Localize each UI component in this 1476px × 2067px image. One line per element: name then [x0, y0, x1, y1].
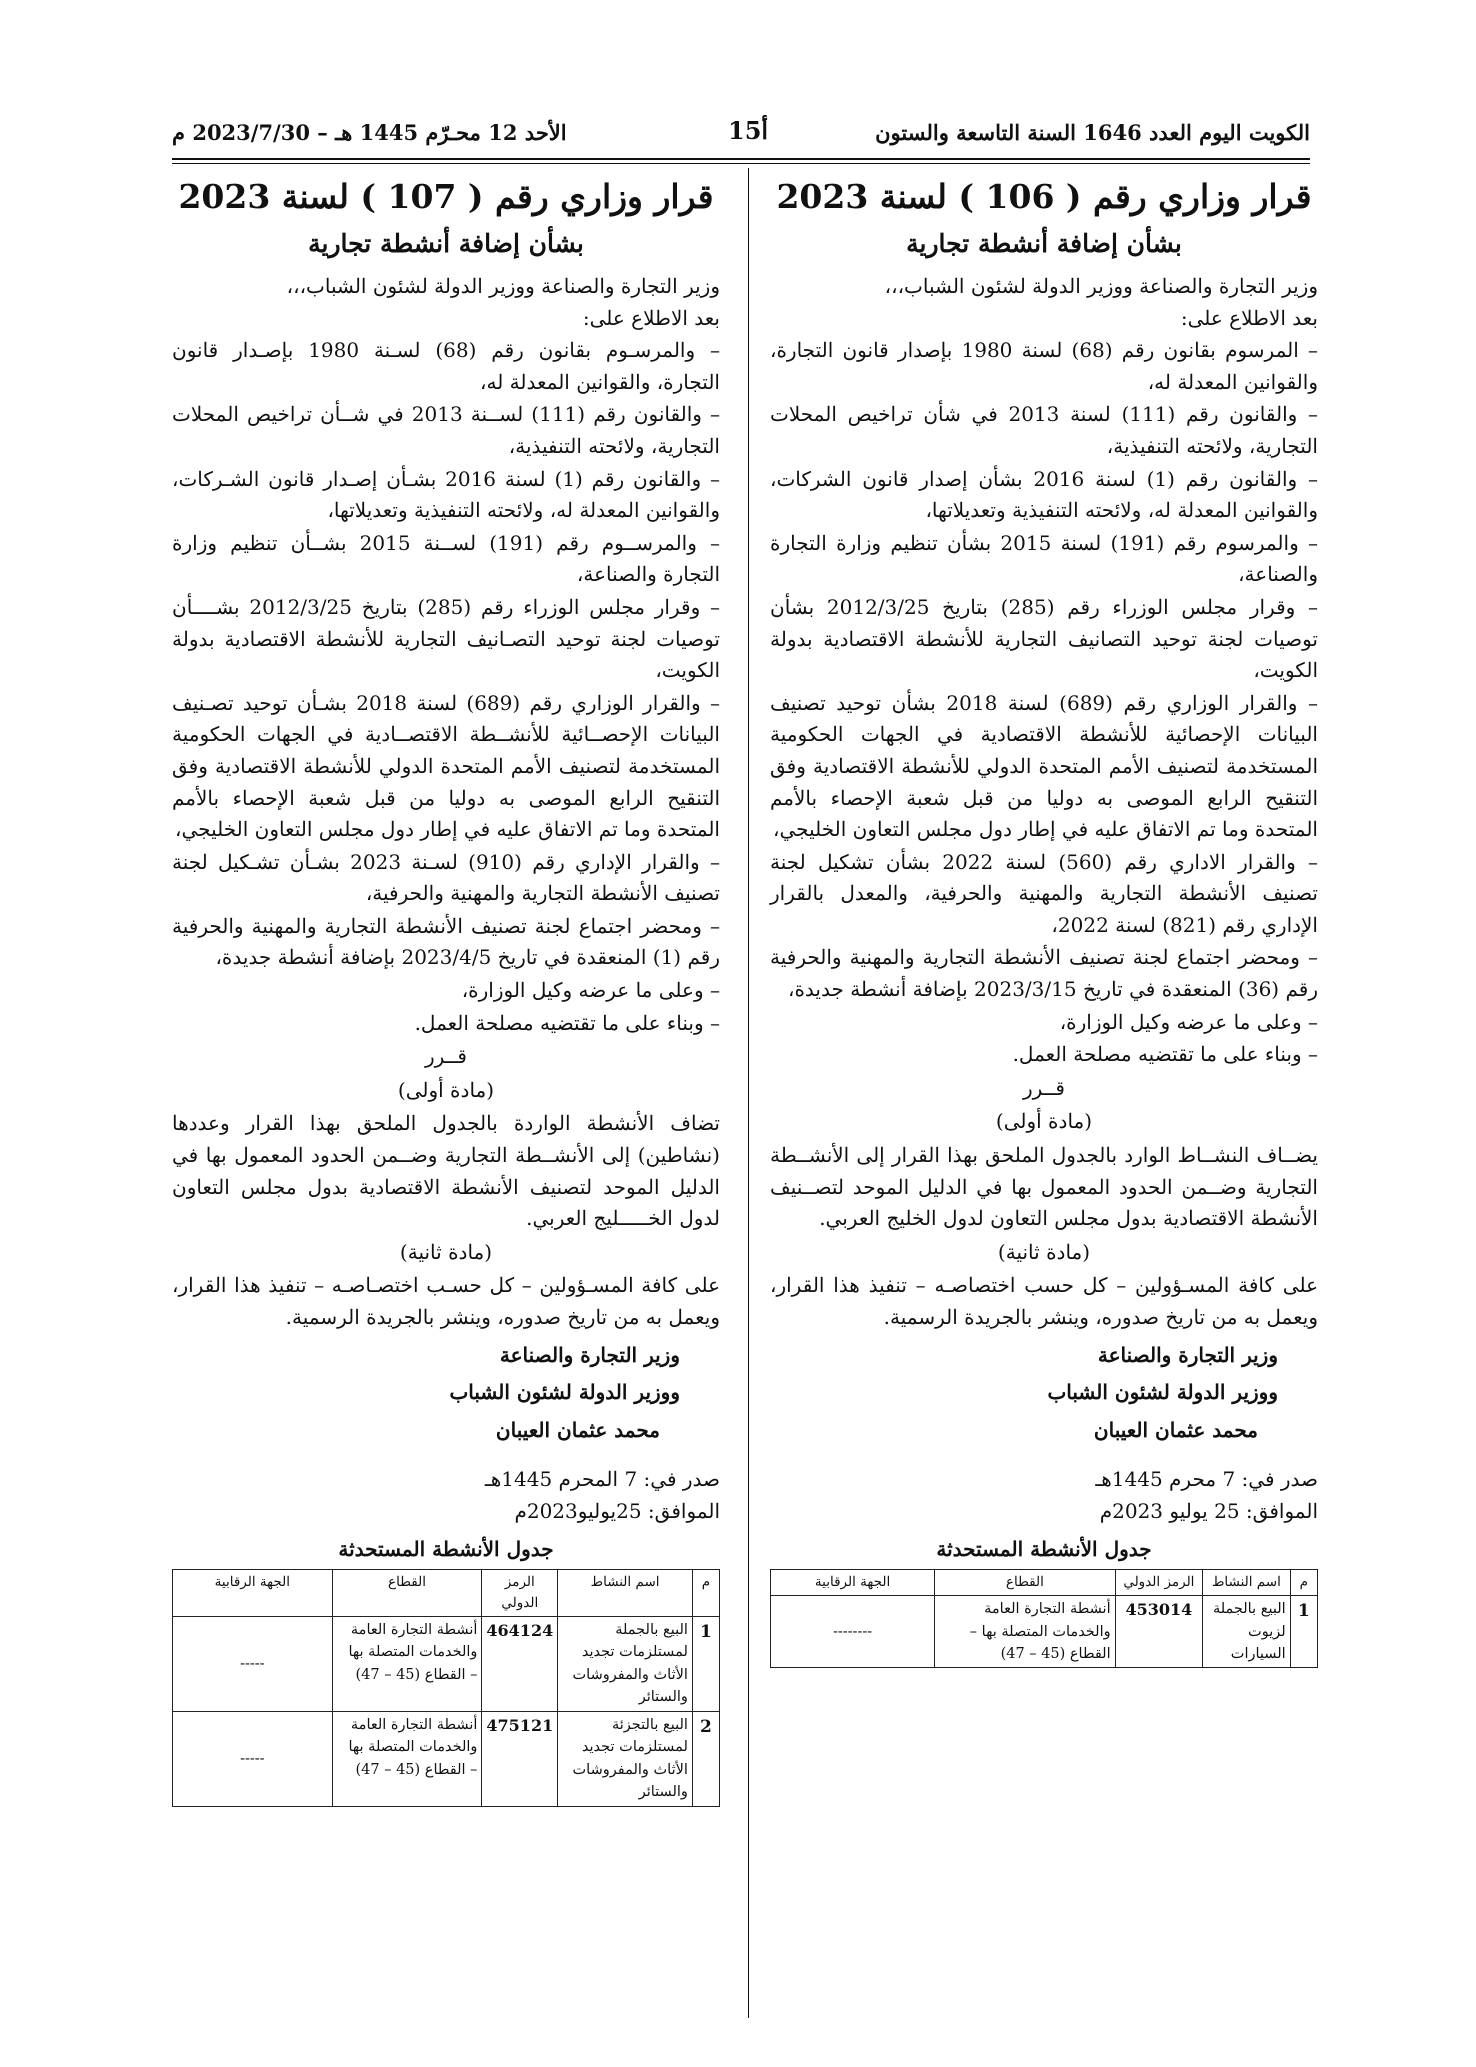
- decision-106-issued: صدر في: 7 محرم 1445هـ: [1095, 1467, 1318, 1492]
- decision-107-item: – والقانون رقم (1) لسنة 2016 بشـأن إصـدار قانون الشـركات، والقوانين المعدلة له، ولائحته التنفيذية وتعديلاتها،: [172, 466, 720, 523]
- decision-107-item: – والقرار الوزاري رقم (689) لسنة 2018 بشـأن توحيد تصـنيف البيانات الإحصــائية للأنشــطة الاقتصــادية في الجهات الحكومية المستخدمة لتصنيف الأمم المتحدة الدولي للأنشطة الاقتصادية وفق التنقيح الرابع الموصى به دوليا من قبل شعبة الإحصاء بالأمم المتحدة وما تم الاتفاق عليه في إطار دول مجلس التعاون الخليجي،: [172, 690, 720, 842]
- activity-name: البيع بالجملة لمستلزمات تجديد الأثاث والمفروشات والستائر: [558, 1617, 693, 1712]
- table-header-cell: اسم النشاط: [558, 1570, 693, 1617]
- activity-code: 464124: [482, 1617, 558, 1712]
- table-header-cell: القطاع: [935, 1570, 1116, 1596]
- decision-107-intro: وزير التجارة والصناعة ووزير الدولة لشئون الشباب،،،: [286, 274, 720, 298]
- decision-106-item: – المرسوم بقانون رقم (68) لسنة 1980 بإصدار قانون التجارة، والقوانين المعدلة له،: [770, 338, 1318, 394]
- table-row: [173, 1711, 720, 1806]
- decision-106-signatory-name: محمد عثمان العيبان: [1093, 1417, 1258, 1442]
- decision-106-item: – والمرسوم رقم (191) لسنة 2015 بشأن تنظيم وزارة التجارة والصناعة،: [770, 530, 1318, 587]
- decision-106-column: [770, 168, 1318, 1668]
- decision-107-table-caption: جدول الأنشطة المستحدثة: [338, 1536, 554, 1561]
- decision-107-column: [172, 168, 720, 1807]
- regulatory-authority: --------: [771, 1596, 935, 1668]
- row-number: 1: [1290, 1596, 1317, 1668]
- decision-107-article1-title: (مادة أولى): [397, 1077, 495, 1102]
- table-row: [771, 1596, 1318, 1668]
- activity-sector: أنشطة التجارة العامة والخدمات المتصلة بها – القطاع (45 – 47): [332, 1617, 482, 1712]
- regulatory-authority: -----: [173, 1711, 333, 1806]
- decision-107-article2-title: (مادة ثانية): [399, 1239, 493, 1264]
- table-header-cell: م: [692, 1570, 719, 1617]
- decision-106-item: – وقرار مجلس الوزراء رقم (285) بتاريخ 2012/3/25 بشأن توصيات لجنة توحيد التصانيف التجارية للأنشطة الاقتصادية بدولة الكويت،: [770, 594, 1318, 683]
- row-number: 1: [692, 1617, 719, 1712]
- decision-106-item: – والقرار الاداري رقم (560) لسنة 2022 بشأن تشكيل لجنة تصنيف الأنشطة التجارية والمهنية والحرفية، والمعدل بالقرار الإداري رقم (821) لسنة 2022،: [770, 849, 1318, 937]
- decision-107-item: – وبناء على ما تقتضيه مصلحة العمل.: [414, 1010, 720, 1035]
- table-header-cell: الرمز الدولي: [1115, 1570, 1203, 1596]
- decision-107-corresponding: الموافق: 25يوليو2023م: [514, 1498, 720, 1523]
- page-header: [172, 116, 1310, 154]
- activity-sector: أنشطة التجارة العامة والخدمات المتصلة بها – القطاع (45 – 47): [935, 1596, 1116, 1668]
- decision-107-signatory-title1: وزير التجارة والصناعة: [499, 1342, 680, 1367]
- decision-106-article2-title: (مادة ثانية): [997, 1239, 1091, 1264]
- decision-107-item: – والقانون رقم (111) لســنة 2013 في شــأن تراخيص المحلات التجارية، ولائحته التنفيذية،: [172, 402, 720, 458]
- table-row: [173, 1617, 720, 1712]
- decision-107-article1-text: تضاف الأنشطة الواردة بالجدول الملحق بهذا القرار وعددها (نشاطين) إلى الأنشــطة التجارية وضــمن الحدود المعمول بها في الدليل الموحد لتصنيف الأنشطة الاقتصادية بدول مجلس التعاون لدول الخـــــليج العربي.: [172, 1111, 720, 1231]
- decision-106-item: – والقرار الوزاري رقم (689) لسنة 2018 بشأن توحيد تصنيف البيانات الإحصائية للأنشطة الاقتصادية في الجهات الحكومية المستخدمة لتصنيف الأمم المتحدة الدولي للأنشطة الاقتصادية وفق التنقيح الرابع الموصى به دوليا من قبل شعبة الإحصاء بالأمم المتحدة وما تم الاتفاق عليه في إطار دول مجلس التعاون الخليجي،: [770, 690, 1318, 842]
- decision-106-title: قرار وزاري رقم ( 106 ) لسنة 2023: [776, 177, 1312, 216]
- table-header-cell: القطاع: [332, 1570, 482, 1617]
- decision-106-item: – والقانون رقم (1) لسنة 2016 بشأن إصدار قانون الشركات، والقوانين المعدلة له، ولائحته التنفيذية وتعديلاتها،: [770, 466, 1318, 523]
- column-divider: [748, 168, 749, 2018]
- decision-107-signatory-title2: ووزير الدولة لشئون الشباب: [449, 1380, 680, 1405]
- activity-name: البيع بالجملة لزيوت السيارات: [1203, 1596, 1291, 1668]
- activity-name: البيع بالتجزئة لمستلزمات تجديد الأثاث والمفروشات والستائر: [558, 1711, 693, 1806]
- header-rule-thin: [172, 163, 1310, 164]
- decision-106-item: – وعلى ما عرضه وكيل الوزارة،: [1059, 1009, 1318, 1034]
- decision-107-decided: قــرر: [425, 1044, 467, 1069]
- decision-106-article2-text: على كافة المسـؤولين – كل حسب اختصاصـه – تنفيذ هذا القرار، ويعمل به من تاريخ صدوره، وينشر بالجريدة الرسمية.: [770, 1273, 1318, 1329]
- table-header-cell: الرمز الدولي: [482, 1570, 558, 1617]
- decision-106-corresponding: الموافق: 25 يوليو 2023م: [1099, 1498, 1318, 1523]
- decision-107-item: – وقرار مجلس الوزراء رقم (285) بتاريخ 2012/3/25 بشــــأن توصيات لجنة توحيد التصـانيف التجارية للأنشطة الاقتصادية بدولة الكويت،: [172, 594, 721, 683]
- table-header-row: [771, 1570, 1318, 1596]
- row-number: 2: [692, 1711, 719, 1806]
- decision-106-activities-table: [770, 1569, 1318, 1668]
- decision-107-issued: صدر في: 7 المحرم 1445هـ: [484, 1467, 720, 1492]
- table-header-cell: الجهة الرقابية: [771, 1570, 935, 1596]
- decision-106-item: – ومحضر اجتماع لجنة تصنيف الأنشطة التجارية والمهنية والحرفية رقم (36) المنعقدة في تاريخ 2023/3/15 بإضافة أنشطة جديدة،: [770, 945, 1318, 1002]
- decision-107-item: – والقرار الإداري رقم (910) لسـنة 2023 بشـأن تشـكيل لجنة تصنيف الأنشطة التجارية والمهنية والحرفية،: [172, 849, 720, 906]
- decision-106-table-caption: جدول الأنشطة المستحدثة: [936, 1536, 1152, 1561]
- header-gazette-info: الكويت اليوم العدد 1646 السنة التاسعة والستون: [875, 120, 1310, 145]
- decision-107-item: – والمرسـوم بقانون رقم (68) لسـنة 1980 بإصـدار قانون التجارة، والقوانين المعدلة له،: [172, 338, 720, 394]
- decision-106-intro: وزير التجارة والصناعة ووزير الدولة لشئون الشباب،،،: [884, 274, 1318, 298]
- decision-106-article1-text: يضــاف النشــاط الوارد بالجدول الملحق بهذا القرار إلى الأنشــطة التجارية وضــمن الحدود المعمول بها في الدليل الموحد لتصــنيف الأنشطة الاقتصادية بدول مجلس التعاون لدول الخليج العربي.: [770, 1143, 1318, 1231]
- header-date: الأحد 12 محـرّم 1445 هـ – 2023/7/30 م: [172, 120, 567, 145]
- table-header-row: [173, 1570, 720, 1617]
- activity-code: 475121: [482, 1711, 558, 1806]
- decision-106-subtitle: بشأن إضافة أنشطة تجارية: [906, 228, 1182, 258]
- decision-107-signatory-name: محمد عثمان العيبان: [495, 1417, 660, 1442]
- decision-106-item: – والقانون رقم (111) لسنة 2013 في شأن تراخيص المحلات التجارية، ولائحته التنفيذية،: [770, 402, 1318, 458]
- decision-107-item: – ومحضر اجتماع لجنة تصنيف الأنشطة التجارية والمهنية والحرفية رقم (1) المنعقدة في تاريخ 2023/4/5 بإضافة أنشطة جديدة،: [172, 913, 720, 970]
- table-header-cell: م: [1290, 1570, 1317, 1596]
- activity-sector: أنشطة التجارة العامة والخدمات المتصلة بها – القطاع (45 – 47): [332, 1711, 482, 1806]
- decision-107-title: قرار وزاري رقم ( 107 ) لسنة 2023: [178, 177, 714, 216]
- table-header-cell: اسم النشاط: [1203, 1570, 1291, 1596]
- decision-107-activities-table: [172, 1569, 720, 1807]
- decision-107-after: بعد الاطلاع على:: [582, 305, 720, 330]
- decision-106-after: بعد الاطلاع على:: [1180, 305, 1318, 330]
- table-header-cell: الجهة الرقابية: [173, 1570, 333, 1617]
- page-number: أ15: [728, 116, 769, 145]
- decision-107-subtitle: بشأن إضافة أنشطة تجارية: [308, 228, 584, 258]
- decision-106-decided: قــرر: [1023, 1075, 1065, 1100]
- decision-107-item: – وعلى ما عرضه وكيل الوزارة،: [461, 978, 720, 1003]
- activity-code: 453014: [1115, 1596, 1203, 1668]
- decision-106-signatory-title1: وزير التجارة والصناعة: [1097, 1342, 1278, 1367]
- regulatory-authority: -----: [173, 1617, 333, 1712]
- decision-106-article1-title: (مادة أولى): [995, 1109, 1093, 1134]
- header-rule: [172, 158, 1310, 160]
- decision-107-article2-text: على كافة المسـؤولين – كل حسـب اختصـاصـه – تنفيذ هذا القرار، ويعمل به من تاريخ صدوره، وينشر بالجريدة الرسمية.: [172, 1273, 720, 1329]
- decision-106-signatory-title2: ووزير الدولة لشئون الشباب: [1047, 1380, 1278, 1405]
- decision-106-item: – وبناء على ما تقتضيه مصلحة العمل.: [1012, 1042, 1318, 1067]
- decision-107-item: – والمرســوم رقم (191) لســنة 2015 بشــأن تنظيم وزارة التجارة والصناعة،: [172, 530, 720, 587]
